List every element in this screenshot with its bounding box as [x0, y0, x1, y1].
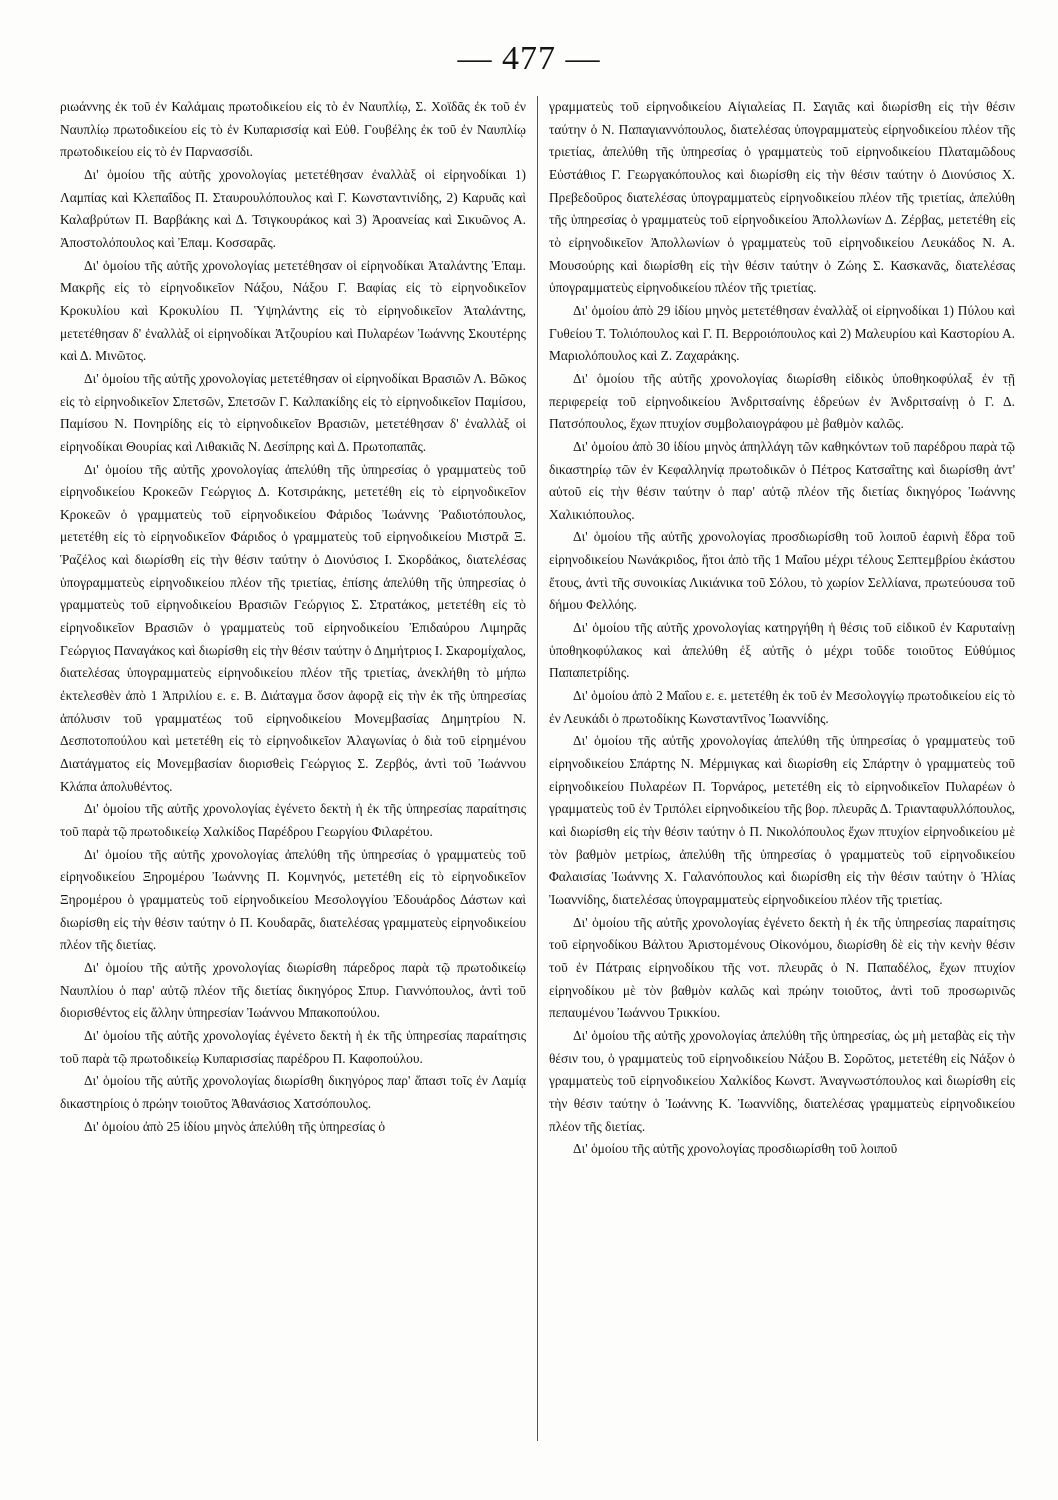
paragraph: Δι' ὁμοίου ἀπὸ 2 Μαΐου ε. ε. μετετέθη ἐκ τοῦ ἐν Μεσολογγίῳ πρωτοδικείου εἰς τὸ ἐν Λευκάδι ὁ πρωτοδίκης Κωνσταντῖνος Ἰωαννίδης.	[549, 688, 1015, 726]
text-columns	[60, 96, 1015, 1441]
paragraph: Δι' ὁμοίου τῆς αὐτῆς χρονολογίας ἐγένετο δεκτὴ ἡ ἐκ τῆς ὑπηρεσίας παραίτησις τοῦ παρὰ τῷ πρωτοδικείῳ Κυπαρισσίας παρέδρου Π. Καφοπούλου.	[60, 1027, 526, 1066]
right-column	[549, 96, 1015, 1441]
paragraph: Δι' ὁμοίου τῆς αὐτῆς χρονολογίας ἀπελύθη τῆς ὑπηρεσίας ὁ γραμματεὺς τοῦ εἰρηνοδικείου Ξηρομέρου Ἰωάννης Π. Κομνηνός, μετετέθη εἰς τὸ εἰρηνοδικεῖον Ξηρομέρου ὁ γραμματεὺς τοῦ εἰρηνοδικείου Μεσολογγίου Ἐδουάρδος Δάστων καὶ διωρίσθη εἰς τὴν θέσιν ταύτην ὁ Π. Κουδαρᾶς, διατελέσας γραμματεὺς εἰρηνοδικείου πλέον τῆς διετίας.	[60, 846, 526, 953]
paragraph: Δι' ὁμοίου τῆς αὐτῆς χρονολογίας διωρίσθη εἰδικὸς ὑποθηκοφύλαξ ἐν τῇ περιφερείᾳ τοῦ εἰρηνοδικείου Ἀνδριτσαίνης ἑδρεύων ἐν Ἀνδριτσαίνῃ ὁ Γ. Δ. Πατσόπουλος, ἔχων πτυχίον συμβολαιογράφου μὲ βαθμὸν καλῶς.	[549, 370, 1015, 432]
paragraph: Δι' ὁμοίου τῆς αὐτῆς χρονολογίας μετετέθησαν οἱ εἰρηνοδίκαι Ἀταλάντης Ἐπαμ. Μακρῆς εἰς τὸ εἰρηνοδικεῖον Νάξου, Νάξου Γ. Βαφίας εἰς τὸ εἰρηνοδικεῖον Κροκυλίου καὶ Κροκυλίου Π. Ὑψηλάντης εἰς τὸ εἰρηνοδικεῖον Ἀταλάντης, μετετέθησαν δ' ἐναλλὰξ οἱ εἰρηνοδίκαι Ἀτζουρίου καὶ Πυλαρέων Ἰωάννης Σκουτέρης καὶ Δ. Μινῶτος.	[60, 257, 526, 364]
paragraph: Δι' ὁμοίου ἀπὸ 25 ἰδίου μηνὸς ἀπελύθη τῆς ὑπηρεσίας ὁ	[84, 1118, 386, 1134]
column-divider	[537, 96, 538, 1441]
paragraph: Δι' ὁμοίου τῆς αὐτῆς χρονολογίας μετετέθησαν οἱ εἰρηνοδίκαι Βρασιῶν Λ. Βῶκος εἰς τὸ εἰρηνοδικεῖον Σπετσῶν, Σπετσῶν Γ. Καλπακίδης εἰς τὸ εἰρηνοδικεῖον Παμίσου, Παμίσου Ν. Πονηρίδης εἰς τὸ εἰρηνοδικεῖον Βρασιῶν, μετετέθησαν δ' ἐναλλὰξ οἱ εἰρηνοδίκαι Θουρίας καὶ Λιθακιᾶς Ν. Δεσίπρης καὶ Δ. Πρωτοπαπᾶς.	[60, 370, 526, 454]
paragraph: Δι' ὁμοίου τῆς αὐτῆς χρονολογίας ἀπελύθη τῆς ὑπηρεσίας, ὡς μὴ μεταβὰς εἰς τὴν θέσιν του, ὁ γραμματεὺς τοῦ εἰρηνοδικείου Νάξου Β. Σορῶτος, μετετέθη εἰς Νάξον ὁ γραμματεὺς τοῦ εἰρηνοδικείου Χαλκίδος Κωνστ. Ἀναγνωστόπουλος καὶ διωρίσθη εἰς τὴν θέσιν ταύτην ὁ Ἰωάννης Κ. Ἰωαννίδης, διατελέσας γραμματεὺς εἰρηνοδικείου πλέον τῆς διετίας.	[549, 1027, 1015, 1134]
paragraph: Δι' ὁμοίου ἀπὸ 30 ἰδίου μηνὸς ἀπηλλάγη τῶν καθηκόντων τοῦ παρέδρου παρὰ τῷ δικαστηρίῳ τῶν ἐν Κεφαλληνίᾳ πρωτοδικῶν ὁ Πέτρος Κατσαΐτης καὶ διωρίσθη ἀντ' αὐτοῦ εἰς τὴν θέσιν ταύτην ὁ παρ' αὐτῷ πλέον τῆς διετίας δικηγόρος Ἰωάννης Χαλικιόπουλος.	[549, 438, 1015, 522]
paragraph: Δι' ὁμοίου τῆς αὐτῆς χρονολογίας ἀπελύθη τῆς ὑπηρεσίας ὁ γραμματεὺς τοῦ εἰρηνοδικείου Σπάρτης Ν. Μέρμιγκας καὶ διωρίσθη εἰς Σπάρτην ὁ γραμματεὺς τοῦ εἰρηνοδικείου Πυλαρέων Π. Τορνάρος, μετετέθη εἰς τὸ εἰρηνοδικεῖον Πυλαρέων ὁ γραμματεὺς τοῦ ἐν Τριπόλει εἰρηνοδικείου τῆς βορ. πλευρᾶς Δ. Τριανταφυλλόπουλος, καὶ διωρίσθη εἰς τὴν θέσιν ταύτην ὁ Π. Νικολόπουλος ἔχων πτυχίον εἰρηνοδικείου μὲ τὸν βαθμὸν μετρίως, ἀπελύθη τῆς ὑπηρεσίας ὁ γραμματεὺς τοῦ εἰρηνοδικείου Φαλαισίας Ἰωάννης Χ. Γαλανόπουλος καὶ διωρίσθη εἰς τὴν θέσιν ταύτην ὁ Ἠλίας Ἰωαννίδης, διατελέσας ὑπογραμματεὺς εἰρηνοδικείου πλέον τῆς τριετίας.	[549, 733, 1015, 907]
paragraph: Δι' ὁμοίου τῆς αὐτῆς χρονολογίας διωρίσθη δικηγόρος παρ' ἅπασι τοῖς ἐν Λαμίᾳ δικαστηρίοις ὁ πρώην τοιοῦτος Ἀθανάσιος Χατσόπουλος.	[60, 1073, 526, 1111]
paragraph: Δι' ὁμοίου τῆς αὐτῆς χρονολογίας ἐγένετο δεκτὴ ἡ ἐκ τῆς ὑπηρεσίας παραίτησις τοῦ παρὰ τῷ πρωτοδικείῳ Χαλκίδος Παρέδρου Γεωργίου Φιλαρέτου.	[60, 801, 526, 839]
paragraph: Δι' ὁμοίου τῆς αὐτῆς χρονολογίας διωρίσθη πάρεδρος παρὰ τῷ πρωτοδικείῳ Ναυπλίου ὁ παρ' αὐτῷ πλέον τῆς διετίας δικηγόρος Σπυρ. Γιαννόπουλος, ἀντὶ τοῦ διορισθέντος εἰς ἄλλην ὑπηρεσίαν Ἰωάννου Μπακοπούλου.	[60, 959, 526, 1021]
paragraph: ριωάννης ἐκ τοῦ ἐν Καλάμαις πρωτοδικείου εἰς τὸ ἐν Ναυπλίῳ, Σ. Χοϊδᾶς ἐκ τοῦ ἐν Ναυπλίῳ πρωτοδικείου εἰς τὸ ἐν Κυπαρισσίᾳ καὶ Εὐθ. Γουβέλης ἐκ τοῦ ἐν Ναυπλίῳ πρωτοδικείου εἰς τὸ ἐν Παρνασσίδι.	[60, 99, 526, 160]
paragraph: Δι' ὁμοίου ἀπὸ 29 ἰδίου μηνὸς μετετέθησαν ἐναλλὰξ οἱ εἰρηνοδίκαι 1) Πύλου καὶ Γυθείου Τ. Τολιόπουλος καὶ Γ. Π. Βερροιόπουλος καὶ 2) Μαλευρίου καὶ Καστορίου Α. Μαριολόπουλος καὶ Ζ. Ζαχαράκης.	[549, 302, 1015, 364]
paragraph: Δι' ὁμοίου τῆς αὐτῆς χρονολογίας ἐγένετο δεκτὴ ἡ ἐκ τῆς ὑπηρεσίας παραίτησις τοῦ εἰρηνοδίκου Βάλτου Ἀριστομένους Οἰκονόμου, διωρίσθη δὲ εἰς τὴν κενὴν θέσιν τοῦ ἐν Πάτραις εἰρηνοδίκου τῆς νοτ. πλευρᾶς ὁ Ν. Παπαδέλος, ἔχων πτυχίον εἰρηνοδίκου μὲ τὸν βαθμὸν καλῶς καὶ πρώην τοιοῦτος, ἀντὶ τοῦ προσωρινῶς πεπαυμένου Ἰωάννου Τρικκίου.	[549, 914, 1015, 1021]
paragraph: Δι' ὁμοίου τῆς αὐτῆς χρονολογίας προσδιωρίσθη τοῦ λοιποῦ ἐαρινὴ ἕδρα τοῦ εἰρηνοδικείου Νωνάκριδος, ἤτοι ἀπὸ τῆς 1 Μαΐου μέχρι τέλους Σεπτεμβρίου ἑκάστου ἔτους, ἀντὶ τῆς συνοικίας Λικιάνικα τοῦ Σόλου, τὸ χωρίον Σελλίανα, πρωτεύουσα τοῦ δήμου Φελλόης.	[549, 529, 1015, 613]
paragraph: Δι' ὁμοίου τῆς αὐτῆς χρονολογίας ἀπελύθη τῆς ὑπηρεσίας ὁ γραμματεὺς τοῦ εἰρηνοδικείου Κροκεῶν Γεώργιος Δ. Κοτσιράκης, μετετέθη εἰς τὸ εἰρηνοδικεῖον Κροκεῶν ὁ γραμματεὺς τοῦ εἰρηνοδικείου Φάριδος Ἰωάννης Ῥαδιοτόπουλος, μετετέθη εἰς τὸ εἰρηνοδικεῖον Φάριδος ὁ γραμματεὺς τοῦ εἰρηνοδικείου Μιστρᾶ Ξ. Ῥαζέλος καὶ διωρίσθη εἰς τὴν θέσιν ταύτην ὁ Διονύσιος Ι. Σκορδάκος, διατελέσας ὑπογραμματεὺς εἰρηνοδικείου πλέον τῆς τριετίας, ἐπίσης ἀπελύθη τῆς ὑπηρεσίας ὁ γραμματεὺς τοῦ εἰρηνοδικείου Βρασιῶν Γεώργιος Σ. Στρατάκος, μετετέθη εἰς τὸ εἰρηνοδικεῖον Βρασιῶν ὁ γραμματεὺς τοῦ εἰρηνοδικείου Ἐπιδαύρου Λιμηρᾶς Γεώργιος Παναγάκος καὶ διωρίσθη εἰς τὴν θέσιν ταύτην ὁ Δημήτριος Ι. Σκαρομίχαλος, διατελέσας ὑπογραμματεὺς εἰρηνοδικείου πλέον τῆς τριετίας, ἀνεκλήθη τὸ μήπω ἐκτελεσθὲν ἀπὸ 1 Ἀπριλίου ε. ε. Β. Διάταγμα ὅσον ἀφορᾷ εἰς τὴν ἐκ τῆς ὑπηρεσίας ἀπόλυσιν τοῦ γραμματέως τοῦ εἰρηνοδικείου Μονεμβασίας Δημητρίου Ν. Δεσποτοπούλου καὶ μετετέθη εἰς τὸ εἰρηνοδικεῖον Ἀλαγωνίας ὁ διὰ τοῦ εἰρημένου Διατάγματος εἰς Μονεμβασίαν διορισθεὶς Γεώργιος Σ. Ζερβός, ἀντὶ τοῦ Ἰωάννου Κλάπα ἀπολυθέντος.	[60, 461, 526, 794]
left-column	[60, 96, 526, 1441]
paragraph: γραμματεὺς τοῦ εἰρηνοδικείου Αἰγιαλείας Π. Σαγιᾶς καὶ διωρίσθη εἰς τὴν θέσιν ταύτην ὁ Ν. Παπαγιαννόπουλος, διατελέσας ὑπογραμματεὺς εἰρηνοδικείου πλέον τῆς τριετίας, ἀπελύθη τῆς ὑπηρεσίας ὁ γραμματεὺς τοῦ εἰρηνοδικείου Πλαταμῶδους Εὐστάθιος Γ. Γεωργακόπουλος καὶ διωρίσθη εἰς τὴν θέσιν ταύτην ὁ Διονύσιος Χ. Πρεβεδοῦρος διατελέσας ὑπογραμματεὺς εἰρηνοδικείου πλέον τῆς τριετίας, ἀπελύθη τῆς ὑπηρεσίας ὁ γραμματεὺς τοῦ εἰρηνοδικείου Ἀπολλωνίων Δ. Ζέρβας, μετετέθη εἰς τὸ εἰρηνοδικεῖον Ἀπολλωνίων ὁ γραμματεὺς τοῦ εἰρηνοδικείου Λευκάδος Ν. Α. Μουσούρης καὶ διωρίσθη εἰς τὴν θέσιν ταύτην ὁ Ζώης Σ. Κασκανᾶς, διατελέσας ὑπογραμματεὺς εἰρηνοδικείου πλέον τῆς τριετίας.	[549, 99, 1015, 296]
paragraph: Δι' ὁμοίου τῆς αὐτῆς χρονολογίας μετετέθησαν ἐναλλὰξ οἱ εἰρηνοδίκαι 1) Λαμπίας καὶ Κλεπαΐδος Π. Σταυρουλόπουλος καὶ Γ. Κωνσταντινίδης, 2) Καρυᾶς καὶ Καλαβρύτων Π. Βαρβάκης καὶ Δ. Τσιγκουράκος καὶ 3) Ἀροανείας καὶ Σικυῶνος Α. Ἀποστολόπουλος καὶ Ἐπαμ. Κοσσαρᾶς.	[60, 166, 526, 250]
paragraph: Δι' ὁμοίου τῆς αὐτῆς χρονολογίας προσδιωρίσθη τοῦ λοιποῦ	[573, 1141, 898, 1157]
paragraph: Δι' ὁμοίου τῆς αὐτῆς χρονολογίας κατηργήθη ἡ θέσις τοῦ εἰδικοῦ ἐν Καρυταίνῃ ὑποθηκοφύλακος καὶ ἀπελύθη ἐξ αὐτῆς ὁ μέχρι τοῦδε τοιοῦτος Εὐθύμιος Παπαπετρίδης.	[549, 620, 1015, 681]
page-number: — 477 —	[457, 40, 601, 77]
